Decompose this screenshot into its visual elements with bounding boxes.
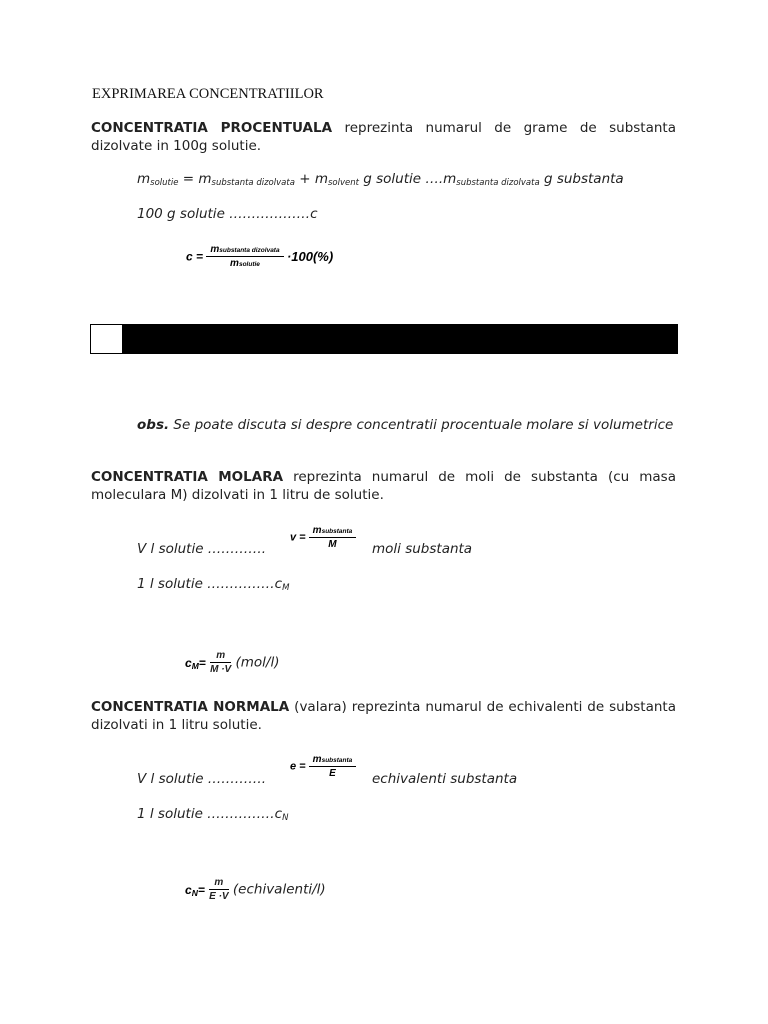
frac-num-m: m [210, 244, 220, 255]
cn-unit: (echivalenti/l) [232, 881, 326, 898]
cm-fraction [210, 650, 231, 675]
procentuala-mass-line [137, 171, 624, 187]
normala-1l-text: 1 l solutie ……………c [137, 806, 283, 822]
normala-volume-line-right: echivalenti substanta [372, 771, 518, 787]
formula-fraction [206, 244, 283, 269]
procentuala-formula [186, 244, 333, 269]
cm-num: m [210, 650, 231, 663]
normala-heading: CONCENTRATIA NORMALA [91, 699, 290, 715]
normala-cn-formula [185, 877, 326, 902]
e-lhs: e = [290, 760, 306, 773]
normala-1l-sub: N [282, 813, 289, 823]
frac-den-sub: solutie [238, 261, 260, 268]
cn-eq: = [197, 882, 205, 897]
cn-fraction [209, 877, 228, 902]
molara-nu-formula [290, 525, 356, 550]
m-solvent: m [314, 171, 328, 187]
procentuala-text: reprezinta numarul de grame de substanta dizolvate in 100g solutie. [91, 120, 676, 154]
obs-text: Se poate discuta si despre concentratii procentuale molare si volumetrice [173, 417, 674, 433]
nu-den: M [328, 539, 337, 550]
document-title: EXPRIMAREA CONCENTRATIILOR [92, 86, 324, 102]
m-solutie: m [137, 171, 151, 187]
formula-c-rhs: ·100(%) [286, 249, 334, 264]
cm-unit: (mol/l) [235, 654, 280, 671]
molara-1l-text: 1 l solutie ……………c [137, 576, 283, 592]
molara-1l-sub: M [282, 583, 290, 593]
e-num-m: m [312, 754, 322, 765]
molara-volume-line-right: moli substanta [372, 541, 473, 557]
g-solutie-text: g solutie …. [358, 171, 444, 187]
frac-den-m: m [230, 258, 239, 269]
cn-num: m [209, 877, 228, 890]
e-num-sub: substanta [321, 757, 353, 764]
cm-lhs: c [185, 655, 192, 670]
nu-lhs: v = [290, 531, 306, 544]
procentuala-100g-line: 100 g solutie ………………c [137, 206, 318, 222]
cn-lhs-sub: N [191, 887, 198, 898]
cn-lhs: c [185, 882, 192, 897]
normala-paragraph [91, 698, 676, 734]
obs-paragraph [91, 416, 676, 434]
normala-text: (valara) reprezinta numarul de echivalenti de substanta dizolvati in 1 litru solutie. [91, 699, 676, 733]
cn-den: E ·V [209, 891, 229, 902]
normala-1l-line [137, 806, 288, 822]
molara-text: reprezinta numarul de moli de substanta (cu masa moleculara M) dizolvati in 1 litru de solutie. [91, 469, 676, 503]
molara-paragraph [91, 468, 676, 504]
m-solutie-sub: solutie [150, 178, 179, 188]
plus-sign: + [294, 171, 315, 187]
procentuala-paragraph [91, 119, 676, 155]
e-fraction [309, 754, 357, 779]
m-solvent-sub: solvent [327, 178, 359, 188]
molara-heading: CONCENTRATIA MOLARA [91, 469, 284, 485]
obs-label: obs. [137, 417, 170, 433]
cm-lhs-sub: M [191, 660, 199, 671]
frac-num-sub: substanta dizolvata [219, 247, 280, 254]
cm-eq: = [198, 655, 206, 670]
nu-num-sub: substanta [321, 528, 353, 535]
m-substanta-2: m [443, 171, 457, 187]
nu-fraction [309, 525, 357, 550]
cm-den: M ·V [210, 664, 232, 675]
normala-e-formula [290, 754, 356, 779]
nu-num-m: m [312, 525, 322, 536]
m-substanta: m [198, 171, 212, 187]
equals-sign: = [178, 171, 199, 187]
molara-volume-line-left: V l solutie …………. [137, 541, 267, 557]
normala-volume-line-left: V l solutie …………. [137, 771, 267, 787]
molara-1l-line [137, 576, 289, 592]
m-substanta-sub: substanta dizolvata [211, 178, 295, 188]
e-den: E [329, 768, 336, 779]
black-bar [90, 324, 678, 354]
g-substanta-text: g substanta [539, 171, 624, 187]
molara-cm-formula [185, 650, 280, 675]
formula-c-lhs: c = [186, 249, 204, 264]
m-substanta-2-sub: substanta dizolvata [456, 178, 540, 188]
procentuala-heading: CONCENTRATIA PROCENTUALA [91, 120, 333, 136]
